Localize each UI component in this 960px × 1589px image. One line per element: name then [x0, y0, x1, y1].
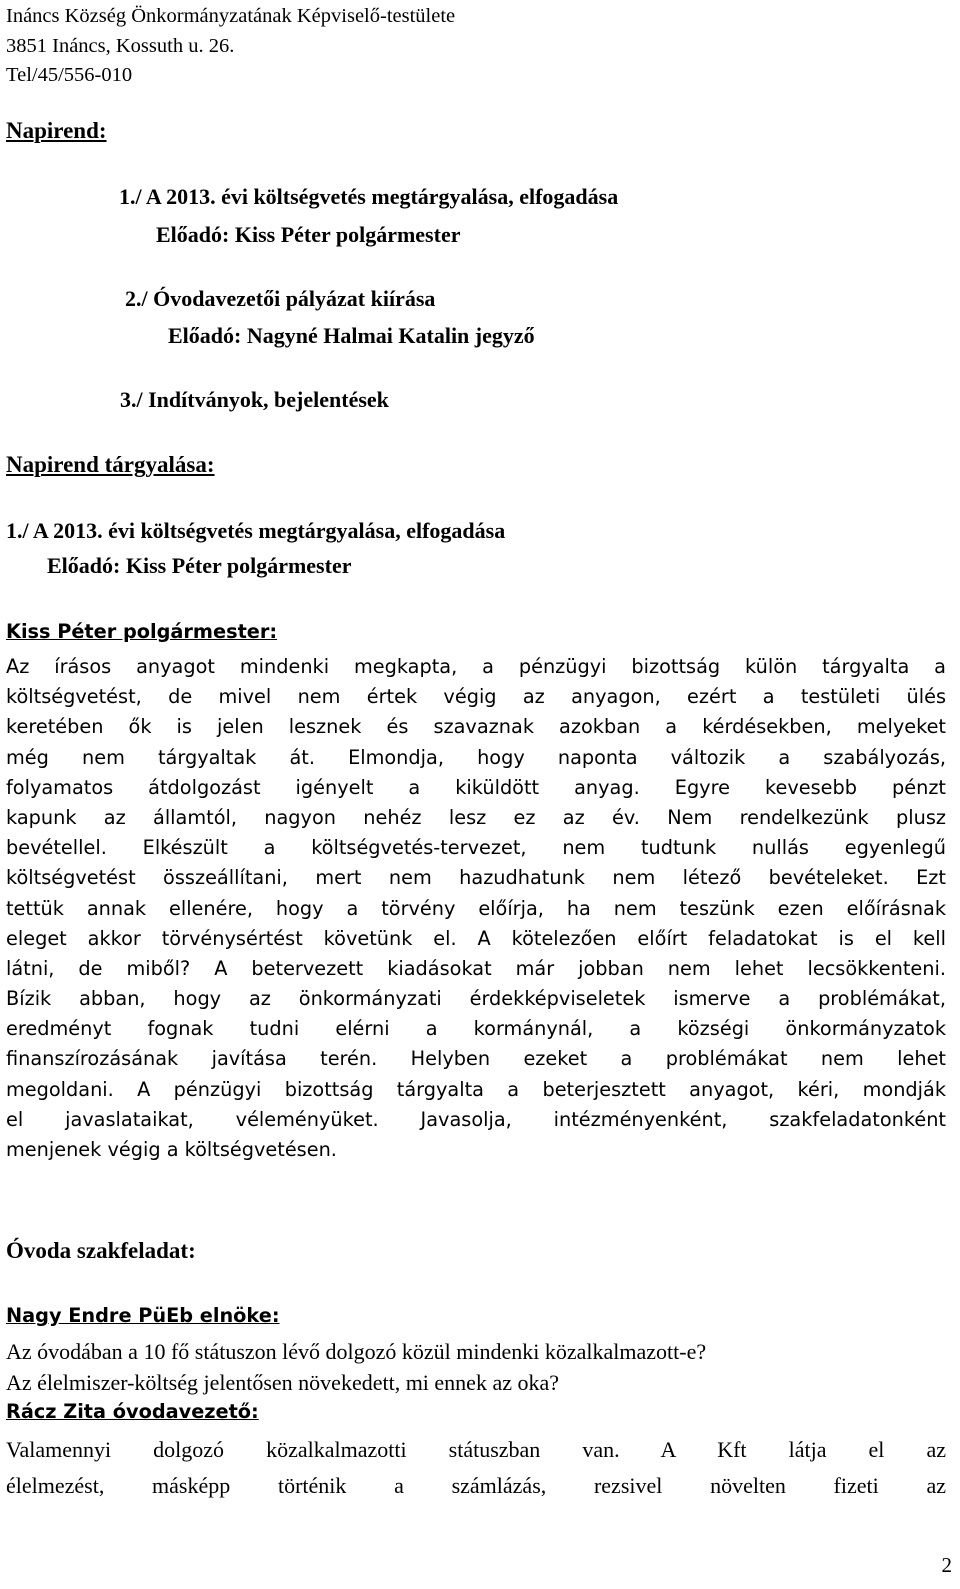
paragraph-line: Az írásos anyagot mindenki megkapta, a pénzügyi bizottság külön tárgyalta a [6, 655, 946, 678]
paragraph-line: Bízik abban, hogy az önkormányzati érdekképviseletek ismerve a problémákat, [6, 987, 946, 1011]
paragraph-line: folyamatos átdolgozást igényelt a kiküldött anyag. Egyre kevesebb pénzt [6, 775, 946, 799]
agenda-item-2-presenter: Előadó: Nagyné Halmai Katalin jegyző [168, 323, 535, 348]
agenda-item-2-title: 2./ Óvodavezetői pályázat kiírása [125, 286, 436, 311]
paragraph-line: eleget akkor törvénysértést követünk el. A kötelezően előírt feladatokat is el kell [6, 926, 946, 950]
speaker-1-paragraph [6, 652, 946, 1165]
header-tel: Tel/45/556-010 [6, 64, 133, 86]
speaker-2-paragraph [6, 1336, 946, 1398]
paragraph-line: még nem tárgyaltak át. Elmondja, hogy naponta változik a szabályozás, [6, 745, 946, 769]
paragraph-line: költségvetést, de mivel nem értek végig az anyagon, ezért a testületi ülés [6, 685, 946, 709]
discussion-title: Napirend tárgyalása: [6, 452, 215, 477]
speaker-1-name: Kiss Péter polgármester: [6, 620, 278, 643]
paragraph-line: el javaslataikat, véleményüket. Javasolja, intézményenként, szakfeladatonként [6, 1107, 946, 1131]
agenda-item-3-title: 3./ Indítványok, bejelentések [120, 387, 389, 412]
agenda-item-1-presenter: Előadó: Kiss Péter polgármester [156, 222, 461, 247]
paragraph-line: költségvetést összeállítani, mert nem hazudhatunk nem létező bevételeket. Ezt [6, 866, 946, 890]
section-ovoda-title: Óvoda szakfeladat: [6, 1238, 196, 1263]
discussion-item-title: 1./ A 2013. évi költségvetés megtárgyalása, elfogadása [6, 518, 506, 543]
paragraph-line: eredményt fognak tudni elérni a kormánynál, a községi önkormányzatok [6, 1017, 946, 1041]
paragraph-line: kapunk az államtól, nagyon nehéz lesz ez az év. Nem rendelkezünk plusz [6, 805, 946, 829]
page-number: 2 [941, 1553, 952, 1577]
speaker-3-paragraph [6, 1432, 946, 1504]
paragraph-line: élelmezést, másképp történik a számlázás, rezsivel növelten fizeti az [6, 1473, 946, 1498]
speaker-3-name: Rácz Zita óvodavezető: [6, 1400, 259, 1423]
paragraph-line: Az élelmiszer-költség jelentősen növekedett, mi ennek az oka? [6, 1370, 560, 1395]
paragraph-line: Valamennyi dolgozó közalkalmazotti státuszban van. A Kft látja el az [6, 1437, 946, 1462]
paragraph-line: menjenek végig a költségvetésen. [6, 1138, 337, 1161]
paragraph-line: megoldani. A pénzügyi bizottság tárgyalta a beterjesztett anyagot, kéri, mondják [6, 1077, 946, 1101]
agenda-title: Napirend: [6, 118, 107, 143]
header-org: Ináncs Község Önkormányzatának Képviselő-testülete [6, 5, 456, 27]
header-address: 3851 Ináncs, Kossuth u. 26. [6, 35, 235, 57]
discussion-item-presenter: Előadó: Kiss Péter polgármester [47, 553, 352, 578]
paragraph-line: Az óvodában a 10 fő státuszon lévő dolgozó közül mindenki közalkalmazott-e? [6, 1339, 707, 1364]
paragraph-line: tettük annak ellenére, hogy a törvény előírja, ha nem teszünk ezen előírásnak [6, 896, 946, 920]
agenda-item-1-title: 1./ A 2013. évi költségvetés megtárgyalása, elfogadása [119, 184, 619, 209]
paragraph-line: finanszírozásának javítása terén. Helyben ezeket a problémákat nem lehet [6, 1047, 946, 1071]
speaker-2-name: Nagy Endre PüEb elnöke: [6, 1304, 280, 1327]
paragraph-line: bevétellel. Elkészült a költségvetés-tervezet, nem tudtunk nullás egyenlegű [6, 836, 946, 860]
paragraph-line: látni, de miből? A betervezett kiadásokat már jobban nem lehet lecsökkenteni. [6, 956, 946, 980]
paragraph-line: keretében ők is jelen lesznek és szavaznak azokban a kérdésekben, melyeket [6, 715, 946, 739]
